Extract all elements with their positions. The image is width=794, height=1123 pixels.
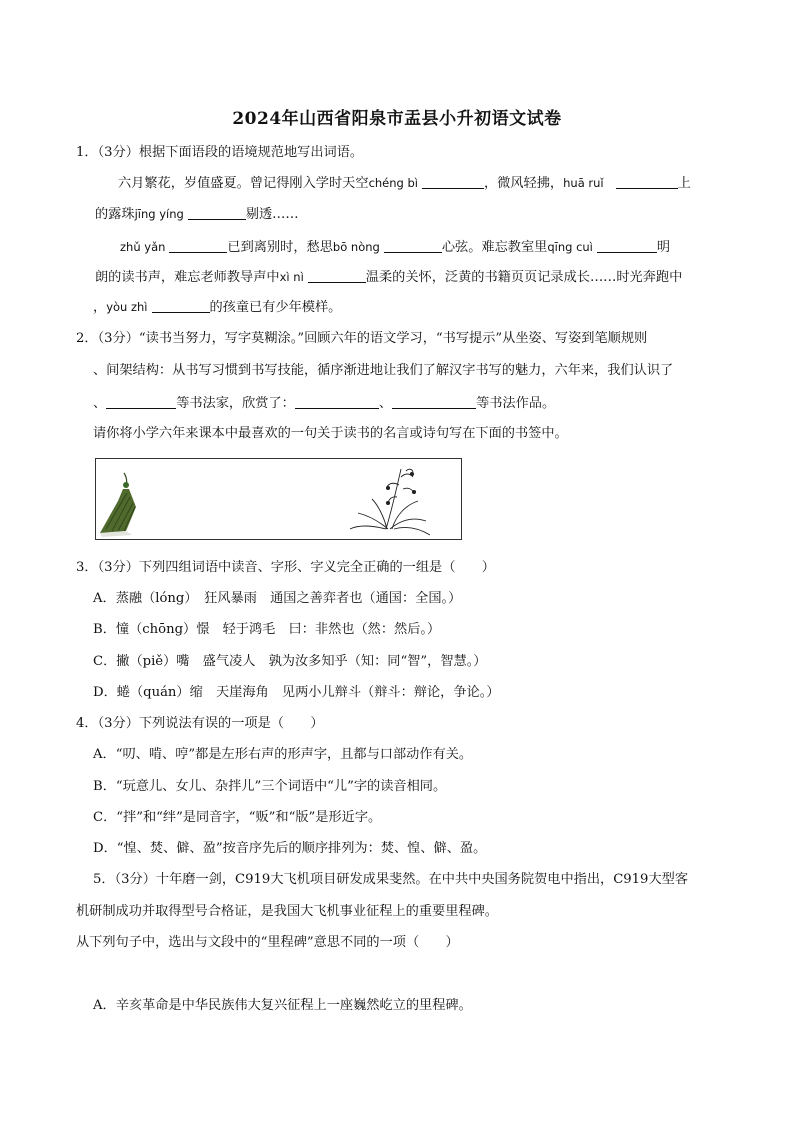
q1-line-1: 六月繁花，岁值盛夏。曾记得刚入学时天空chéng bì ，微风轻拂，huā ruǐ 上 <box>118 176 691 191</box>
answer-blank[interactable] <box>422 174 484 189</box>
question-4-stem: 4．（3分）下列说法有误的一项是（ ） <box>76 716 324 731</box>
answer-blank[interactable] <box>392 394 476 409</box>
q5-option-a[interactable]: A．辛亥革命是中华民族伟大复兴征程上一座巍然屹立的里程碑。 <box>93 998 472 1013</box>
q3-option-a[interactable]: A．蒸融（lóng） 狂风暴雨 通国之善弈者也（通国：全国。） <box>93 591 462 606</box>
q2-line-4: 请你将小学六年来课本中最喜欢的一句关于读书的名言或诗句写在下面的书签中。 <box>93 426 568 441</box>
pinyin-qingcui: qīng cuì <box>547 240 593 254</box>
q1-line-2: 的露珠jīng yíng 剔透…… <box>95 207 299 222</box>
answer-blank[interactable] <box>295 394 379 409</box>
answer-blank[interactable] <box>384 238 442 253</box>
q2-line-3: 、 等书法家，欣赏了： 、 等书法作品。 <box>93 396 556 411</box>
pinyin-jingying: jīng yíng <box>134 207 184 221</box>
bookmark-writing-box[interactable] <box>95 458 462 540</box>
question-1-stem: 1．（3分）根据下面语段的语境规范地写出词语。 <box>76 145 364 160</box>
q1-line-4: 朗的读书声，难忘老师教导声中xì nì 温柔的关怀，泛黄的书籍页页记录成长……时光奔跑中 <box>95 270 683 285</box>
q4-option-a[interactable]: A．“叨、啃、哼”都是左形右声的形声字，且都与口部动作有关。 <box>93 747 473 762</box>
q5-line-3: 从下列句子中，选出与文段中的“里程碑”意思不同的一项（ ） <box>76 935 459 950</box>
q1-line-3: zhǔ yǎn 已到离别时，愁思bō nòng 心弦。难忘教室里qīng cuì 明 <box>120 240 671 255</box>
q3-option-d[interactable]: D．蜷（quán）缩 天崖海角 见两小儿辩斗（辩斗：辩论，争论。） <box>93 685 500 700</box>
question-5-stem: 5．（3分）十年磨一剑，C919大飞机项目研发成果斐然。在中共中央国务院贺电中指出，C919大型客 <box>93 872 689 887</box>
question-2-stem: 2．（3分）“读书当努力，写字莫糊涂。”回顾六年的语文学习，“书写提示”从坐姿、写姿到笔顺规则 <box>76 331 648 346</box>
tassel-icon <box>100 473 136 537</box>
q1-line-5: ，yòu zhì 的孩童已有少年模样。 <box>93 300 342 315</box>
answer-blank[interactable] <box>106 394 176 409</box>
orchid-icon <box>350 469 430 535</box>
question-3-stem: 3．（3分）下列四组词语中读音、字形、字义完全正确的一组是（ ） <box>76 560 495 575</box>
pinyin-zhuoyan: zhǔ yǎn <box>120 240 166 254</box>
bookmark-illustration <box>96 459 461 539</box>
pinyin-youzhi: yòu zhì <box>106 300 148 314</box>
q3-option-c[interactable]: C．撇（piě）嘴 盛气凌人 孰为汝多知乎（知：同“智”，智慧。） <box>93 654 487 669</box>
pinyin-chengbi: chéng bì <box>368 176 418 190</box>
pinyin-huarui: huā ruǐ <box>563 176 604 190</box>
answer-blank[interactable] <box>152 298 210 313</box>
q5-line-2: 机研制成功并取得型号合格证，是我国大飞机事业征程上的重要里程碑。 <box>76 904 498 919</box>
q4-option-d[interactable]: D．“惶、焚、僻、盈”按音序先后的顺序排列为：焚、惶、僻、盈。 <box>93 841 487 856</box>
answer-blank[interactable] <box>188 205 246 220</box>
q2-line-2: 、间架结构：从书写习惯到书写技能，循序渐进地让我们了解汉字书写的魅力，六年来，我们认识了 <box>93 363 674 378</box>
answer-blank[interactable] <box>169 238 227 253</box>
q4-option-c[interactable]: C．“拌”和“绊”是同音字，“贩”和“版”是形近字。 <box>93 810 382 825</box>
q3-option-b[interactable]: B．憧（chōng）憬 轻于鸿毛 曰：非然也（然：然后。） <box>93 622 441 637</box>
q4-option-b[interactable]: B．“玩意儿、女儿、杂拌儿”三个词语中“儿”字的读音相同。 <box>93 779 447 794</box>
answer-blank[interactable] <box>597 238 657 253</box>
answer-blank[interactable] <box>616 174 678 189</box>
pinyin-xini: xì nì <box>279 270 304 284</box>
pinyin-bonong: bō nòng <box>332 240 380 254</box>
answer-blank[interactable] <box>308 268 366 283</box>
page-title: 2024年山西省阳泉市盂县小升初语文试卷 <box>232 109 562 129</box>
